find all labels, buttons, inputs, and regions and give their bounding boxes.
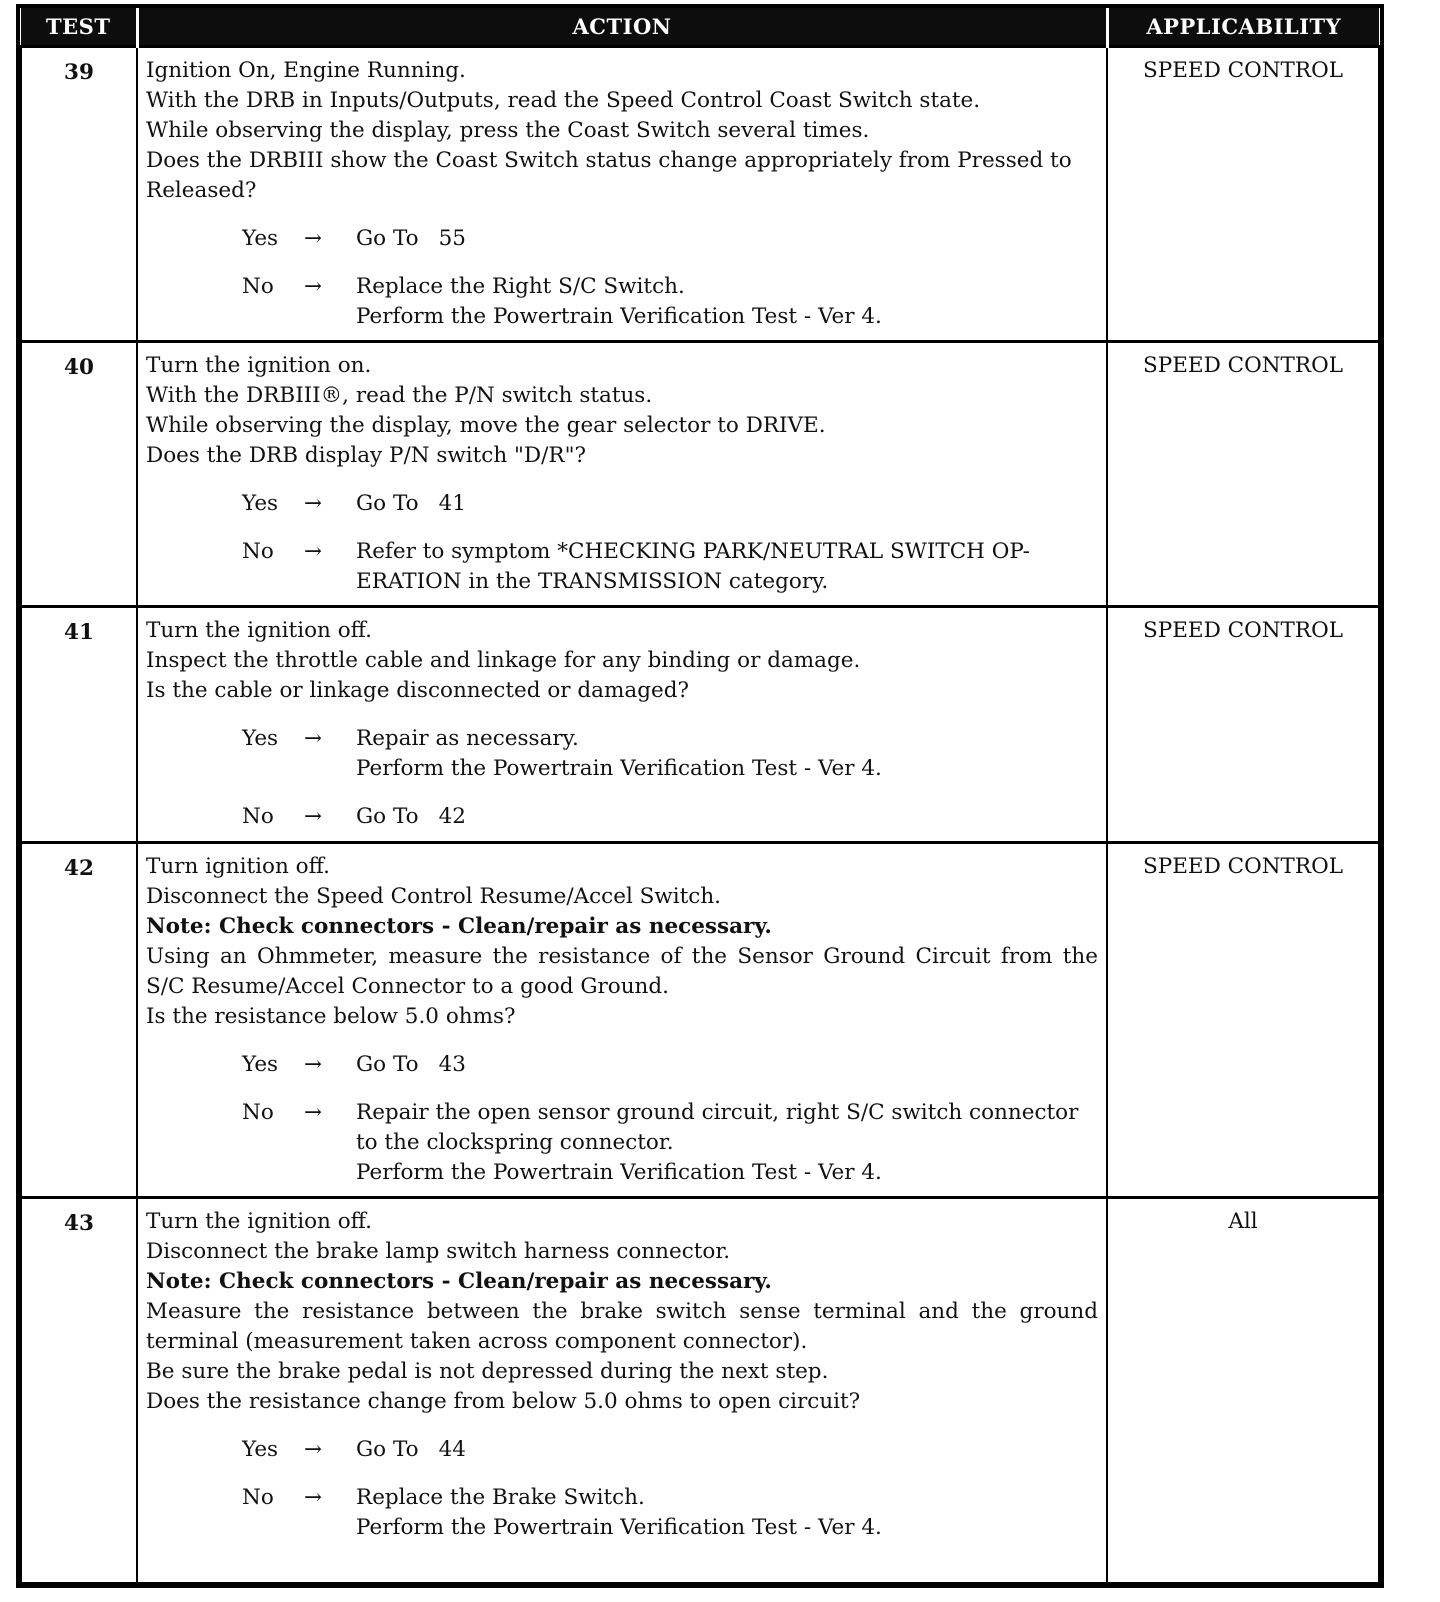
arrow-right-icon: → bbox=[304, 1051, 323, 1077]
header-action: ACTION bbox=[137, 8, 1107, 46]
test-table bbox=[20, 8, 1380, 1584]
arrow-right-icon: → bbox=[304, 1436, 323, 1462]
arrow-right-icon: → bbox=[304, 1099, 323, 1125]
no-result-line: ERATION in the TRANSMISSION category. bbox=[356, 568, 829, 594]
table-header-row bbox=[21, 8, 1379, 46]
no-result-line: Perform the Powertrain Verification Test - Ver 4. bbox=[356, 303, 882, 329]
test-number: 40 bbox=[21, 341, 137, 606]
yes-option bbox=[242, 1050, 1098, 1080]
yes-option bbox=[242, 1435, 1098, 1465]
no-result-line: Perform the Powertrain Verification Test - Ver 4. bbox=[356, 1514, 882, 1540]
action-line: Disconnect the Speed Control Resume/Accel Switch. bbox=[146, 883, 722, 909]
test-number: 43 bbox=[21, 1197, 137, 1583]
arrow-right-icon: → bbox=[304, 803, 323, 829]
table-row bbox=[21, 46, 1379, 341]
test-number: 42 bbox=[21, 842, 137, 1197]
no-option bbox=[242, 1483, 1098, 1543]
no-option bbox=[242, 1098, 1098, 1188]
arrow-right-icon: → bbox=[304, 725, 323, 751]
yes-label: Yes bbox=[242, 490, 279, 516]
action-line: Measure the resistance between the brake switch sense terminal and the ground terminal (measurement taken across component connector). bbox=[146, 1298, 1105, 1354]
diagnostic-test-table bbox=[16, 4, 1384, 1588]
test-number: 39 bbox=[21, 46, 137, 341]
action-line: Is the cable or linkage disconnected or damaged? bbox=[146, 677, 689, 703]
note-line: Note: Check connectors - Clean/repair as necessary. bbox=[146, 913, 772, 939]
no-option bbox=[242, 537, 1098, 597]
no-label: No bbox=[242, 273, 274, 299]
action-line: Does the DRB display P/N switch "D/R"? bbox=[146, 442, 586, 468]
yes-result: Go To 43 bbox=[356, 1051, 466, 1077]
yes-label: Yes bbox=[242, 1051, 279, 1077]
arrow-right-icon: → bbox=[304, 225, 323, 251]
action-line: With the DRBIII®, read the P/N switch status. bbox=[146, 382, 653, 408]
no-result-line: to the clockspring connector. bbox=[356, 1129, 674, 1155]
yes-label: Yes bbox=[242, 725, 279, 751]
yes-result: Go To 41 bbox=[356, 490, 466, 516]
action-line: Turn the ignition on. bbox=[146, 352, 372, 378]
yes-option bbox=[242, 489, 1098, 519]
action-line: While observing the display, press the Coast Switch several times. bbox=[146, 117, 870, 143]
action-line: Inspect the throttle cable and linkage for any binding or damage. bbox=[146, 647, 861, 673]
yes-result: Go To 55 bbox=[356, 225, 466, 251]
action-line: Ignition On, Engine Running. bbox=[146, 57, 466, 83]
no-option bbox=[242, 272, 1098, 332]
action-cell bbox=[137, 842, 1107, 1197]
yes-option bbox=[242, 724, 1098, 784]
applicability: SPEED CONTROL bbox=[1107, 46, 1379, 341]
test-number: 41 bbox=[21, 606, 137, 842]
no-label: No bbox=[242, 538, 274, 564]
yes-option bbox=[242, 224, 1098, 254]
action-line: Be sure the brake pedal is not depressed during the next step. bbox=[146, 1358, 829, 1384]
table-row bbox=[21, 1197, 1379, 1583]
action-line: Turn ignition off. bbox=[146, 853, 330, 879]
yes-result-line: Repair as necessary. bbox=[356, 725, 579, 751]
action-line: Turn the ignition off. bbox=[146, 617, 372, 643]
no-result-line: Replace the Right S/C Switch. bbox=[356, 273, 685, 299]
applicability: All bbox=[1107, 1197, 1379, 1583]
applicability: SPEED CONTROL bbox=[1107, 606, 1379, 842]
applicability: SPEED CONTROL bbox=[1107, 842, 1379, 1197]
arrow-right-icon: → bbox=[304, 1484, 323, 1510]
yes-label: Yes bbox=[242, 1436, 279, 1462]
arrow-right-icon: → bbox=[304, 490, 323, 516]
action-line: Turn the ignition off. bbox=[146, 1208, 372, 1234]
action-cell bbox=[137, 1197, 1107, 1583]
no-option bbox=[242, 802, 1098, 832]
no-label: No bbox=[242, 803, 274, 829]
action-line: Does the DRBIII show the Coast Switch status change appropriately from Pressed to Released? bbox=[146, 147, 1079, 203]
header-applicability: APPLICABILITY bbox=[1107, 8, 1379, 46]
action-cell bbox=[137, 606, 1107, 842]
table-row bbox=[21, 341, 1379, 606]
action-line: While observing the display, move the gear selector to DRIVE. bbox=[146, 412, 826, 438]
no-label: No bbox=[242, 1484, 274, 1510]
applicability: SPEED CONTROL bbox=[1107, 341, 1379, 606]
note-line: Note: Check connectors - Clean/repair as necessary. bbox=[146, 1268, 772, 1294]
yes-result-line: Perform the Powertrain Verification Test - Ver 4. bbox=[356, 755, 882, 781]
no-result-line: Perform the Powertrain Verification Test - Ver 4. bbox=[356, 1159, 882, 1185]
action-line: With the DRB in Inputs/Outputs, read the Speed Control Coast Switch state. bbox=[146, 87, 981, 113]
no-result-line: Replace the Brake Switch. bbox=[356, 1484, 645, 1510]
action-line: Using an Ohmmeter, measure the resistance of the Sensor Ground Circuit from the S/C Resume/Accel Connector to a good Ground. bbox=[146, 943, 1105, 999]
yes-result: Go To 44 bbox=[356, 1436, 466, 1462]
no-result-line: Refer to symptom *CHECKING PARK/NEUTRAL SWITCH OP- bbox=[356, 538, 1030, 564]
no-result-line: Repair the open sensor ground circuit, right S/C switch connector bbox=[356, 1099, 1079, 1125]
action-cell bbox=[137, 341, 1107, 606]
action-line: Does the resistance change from below 5.0 ohms to open circuit? bbox=[146, 1388, 861, 1414]
action-line: Is the resistance below 5.0 ohms? bbox=[146, 1003, 516, 1029]
table-row bbox=[21, 842, 1379, 1197]
table-row bbox=[21, 606, 1379, 842]
arrow-right-icon: → bbox=[304, 538, 323, 564]
no-label: No bbox=[242, 1099, 274, 1125]
arrow-right-icon: → bbox=[304, 273, 323, 299]
header-test: TEST bbox=[21, 8, 137, 46]
no-result: Go To 42 bbox=[356, 803, 466, 829]
action-cell bbox=[137, 46, 1107, 341]
action-line: Disconnect the brake lamp switch harness connector. bbox=[146, 1238, 731, 1264]
yes-label: Yes bbox=[242, 225, 279, 251]
